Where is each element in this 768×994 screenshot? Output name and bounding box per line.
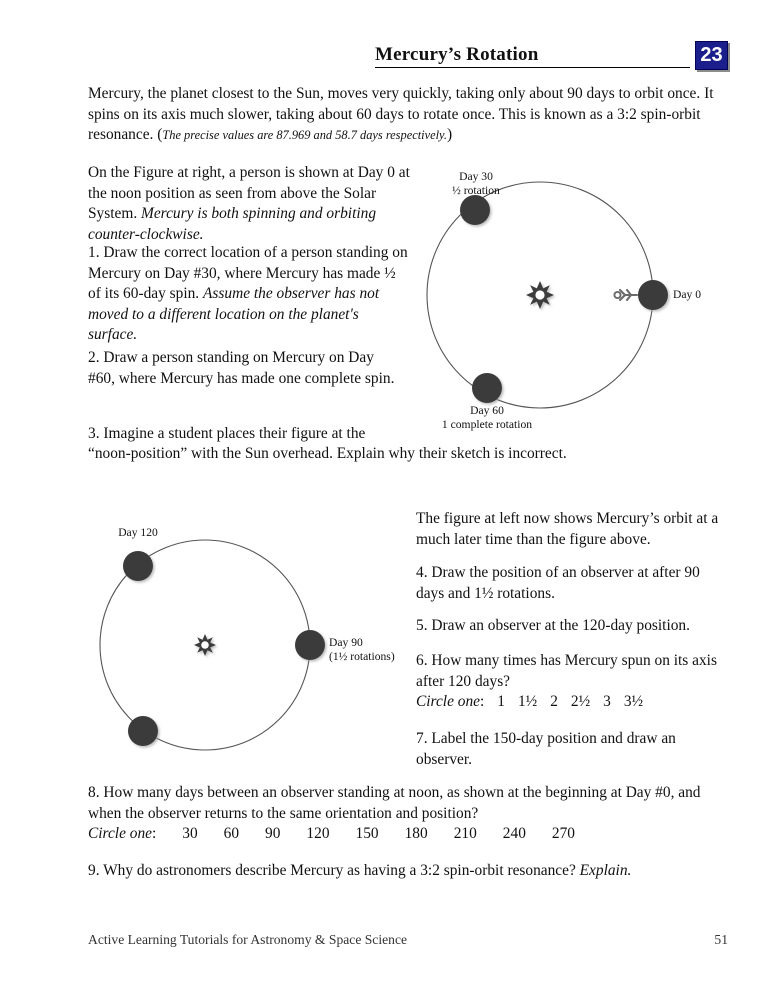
intro-precise-values-note: The precise values are 87.969 and 58.7 days respectively. [162, 128, 447, 142]
question-2: 2. Draw a person standing on Mercury on Day #60, where Mercury has made one complete spin. [88, 349, 395, 387]
planet-day-120 [123, 551, 153, 581]
circle-one-label: Circle one [416, 693, 480, 710]
question-9 [88, 861, 730, 882]
q8-option-210[interactable]: 210 [453, 825, 477, 842]
figure-left-intro-paragraph: The figure at left now shows Mercury’s orbit at a much later time than the figure above. [416, 510, 719, 548]
label-day-60 [422, 404, 552, 432]
planet-day-30 [460, 195, 490, 225]
q6-option-4[interactable]: 2½ [570, 693, 591, 710]
mercury-orbit-figure-top [418, 168, 730, 430]
intro-text-b: ) [446, 126, 453, 143]
q6-option-3[interactable]: 2 [550, 693, 558, 710]
question-9-text: 9. Why do astronomers describe Mercury as having a 3:2 spin-orbit resonance? [88, 862, 580, 879]
label-day-120: Day 120 [118, 526, 158, 539]
label-day-90-line-2: (1½ rotations) [329, 650, 395, 663]
page-header [88, 38, 728, 72]
q8-option-240[interactable]: 240 [502, 825, 526, 842]
q6-option-6[interactable]: 3½ [623, 693, 644, 710]
header-underline [375, 67, 690, 68]
label-day-90-line-1: Day 90 [329, 636, 363, 649]
q8-option-30[interactable]: 30 [182, 825, 198, 842]
question-1 [88, 243, 410, 346]
question-1-emphasis: Assume the observer has not moved to a different location on the planet's surface. [88, 285, 380, 343]
question-7: 7. Label the 150-day position and draw an observer. [416, 730, 676, 768]
label-day-60-line-1: Day 60 [470, 404, 504, 417]
q6-option-5[interactable]: 3 [603, 693, 611, 710]
figure-intro-paragraph [88, 163, 410, 245]
circle-one-colon: : [151, 825, 157, 842]
footer-page-number: 51 [714, 932, 728, 947]
circle-one-label: Circle one [88, 825, 152, 842]
q8-option-180[interactable]: 180 [404, 825, 428, 842]
question-9-emphasis: Explain. [579, 862, 632, 879]
question-6-circle-one-row [416, 692, 730, 713]
activity-number-badge: 23 [695, 41, 728, 70]
question-8: 8. How many days between an observer standing at noon, as shown at the beginning at Day #0, and when the observer returns to the same orientation and position? [88, 784, 701, 822]
q8-option-150[interactable]: 150 [355, 825, 379, 842]
q6-option-1[interactable]: 1 [497, 693, 505, 710]
q8-option-270[interactable]: 270 [551, 825, 575, 842]
mercury-orbit-figure-bottom [86, 518, 406, 768]
label-day-30-line-1: Day 30 [459, 170, 493, 183]
planet-unlabeled-position [128, 716, 158, 746]
label-day-30 [426, 170, 526, 198]
observer-stick-figure-icon [614, 290, 637, 300]
question-3-line-1: 3. Imagine a student places their figure at the [88, 425, 366, 442]
question-8-circle-one-row [88, 824, 730, 845]
label-day-60-line-2: 1 complete rotation [441, 418, 533, 431]
label-day-30-line-2: ½ rotation [452, 184, 500, 197]
label-day-0: Day 0 [673, 288, 702, 301]
footer-source-text: Active Learning Tutorials for Astronomy & Space Science [88, 932, 408, 947]
q8-option-90[interactable]: 90 [265, 825, 281, 842]
sun-starburst-icon [526, 281, 554, 309]
planet-day-60 [472, 373, 502, 403]
page-title: Mercury’s Rotation [375, 44, 539, 65]
planet-day-0 [638, 280, 668, 310]
question-5: 5. Draw an observer at the 120-day position. [416, 617, 690, 634]
sun-starburst-icon [194, 634, 216, 656]
q8-option-120[interactable]: 120 [306, 825, 330, 842]
question-3-line-2: “noon-position” with the Sun overhead. Explain why their sketch is incorrect. [88, 445, 567, 462]
intro-paragraph [88, 84, 730, 146]
figure-intro-emphasis: Mercury is both spinning and orbiting counter-clockwise. [88, 205, 377, 243]
question-1-text: 1. Draw the correct location of a person standing on Mercury on Day #30, where Mercury has made ½ of its 60-day spin. [88, 244, 408, 302]
intro-text-a: Mercury, the planet closest to the Sun, moves very quickly, taking only about 90 days to orbit once. It spins on its axis much slower, taking about 60 days to rotate once. This is known as a 3:2 spin-orbit resonance. ( [88, 85, 714, 143]
question-4: 4. Draw the position of an observer at after 90 days and 1½ rotations. [416, 564, 700, 602]
circle-one-colon: : [479, 693, 485, 710]
planet-day-90 [295, 630, 325, 660]
figure-intro-text: On the Figure at right, a person is shown at Day 0 at the noon position as seen from above the Solar System. [88, 164, 410, 222]
q6-option-2[interactable]: 1½ [517, 693, 538, 710]
observer-head-icon [614, 292, 620, 298]
q8-option-60[interactable]: 60 [223, 825, 240, 842]
question-6: 6. How many times has Mercury spun on its axis after 120 days? [416, 652, 717, 690]
